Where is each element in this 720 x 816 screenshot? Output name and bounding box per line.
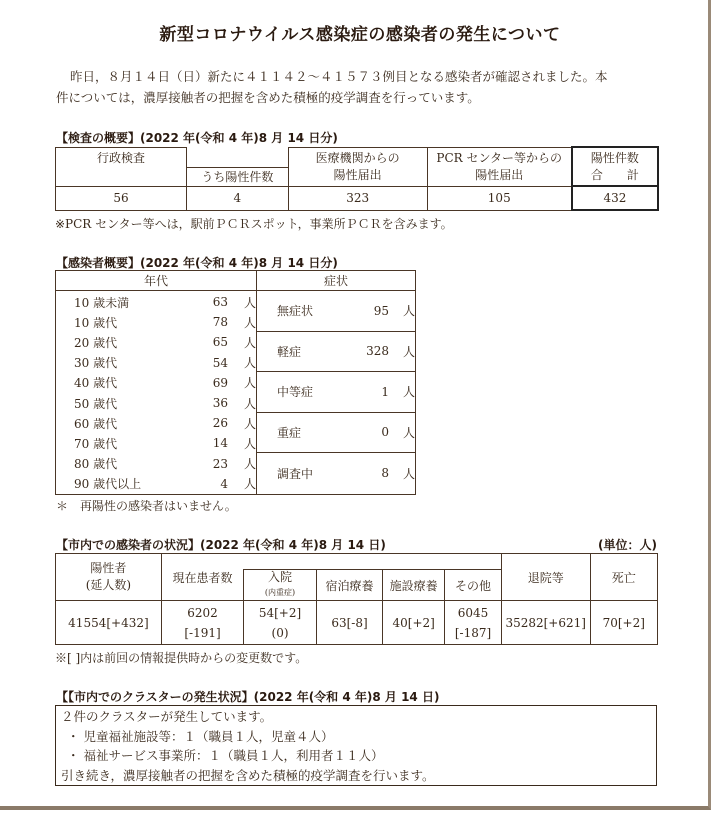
header-medical: 医療機関からの 陽性届出 <box>288 147 427 186</box>
value-admin-positive: 4 <box>187 186 289 210</box>
header-positive: 陽性者 (延人数) <box>56 554 162 601</box>
age-row <box>56 454 256 474</box>
header-discharged: 退院等 <box>501 554 590 601</box>
age-count: 26 <box>212 416 228 431</box>
age-label: 10 歳代 <box>74 315 118 330</box>
age-header: 年代 <box>56 271 257 291</box>
header-other: その他 <box>445 570 502 601</box>
symptom-unit: 人 <box>403 304 416 319</box>
symptom-unit: 人 <box>403 466 416 481</box>
symptom-row <box>257 413 415 454</box>
symptom-unit: 人 <box>403 344 416 359</box>
unit-label: (単位：人) <box>598 538 657 552</box>
page-title: 新型コロナウイルス感染症の感染者の発生について <box>159 25 561 45</box>
symptom-count: 0 <box>381 425 390 440</box>
value-other: 6045 [-187] <box>445 601 502 645</box>
symptom-count: 1 <box>381 384 390 399</box>
testing-note: ※PCR センター等へは，駅前ＰＣＲスポット，事業所ＰＣＲを含みます。 <box>55 217 453 231</box>
age-count: 63 <box>212 295 228 310</box>
symptom-header: 症状 <box>257 271 416 291</box>
age-count: 36 <box>212 396 228 411</box>
age-count: 65 <box>212 335 228 350</box>
age-unit: 人 <box>244 335 257 350</box>
age-unit: 人 <box>244 477 257 492</box>
symptom-row <box>257 453 415 494</box>
testing-table <box>55 146 659 211</box>
age-label: 30 歳代 <box>74 356 118 371</box>
age-count: 4 <box>220 476 228 491</box>
header-hotel: 宿泊療養 <box>316 570 382 601</box>
header-current: 現在患者数 <box>161 554 243 601</box>
age-count: 78 <box>212 315 228 330</box>
age-unit: 人 <box>244 436 257 451</box>
value-deaths: 70[+2] <box>590 601 657 645</box>
age-row <box>56 353 256 373</box>
overview-heading: 【感染者概要】(2022 年(令和 4 年)8 月 14 日分) <box>56 256 338 270</box>
symptom-label: 無症状 <box>277 304 314 319</box>
header-pcr: PCR センター等からの 陽性届出 <box>427 147 572 186</box>
header-admin-positive: うち陽性件数 <box>187 167 289 186</box>
value-pcr: 105 <box>427 186 572 210</box>
age-label: 90 歳代以上 <box>74 477 142 492</box>
age-row <box>56 312 256 332</box>
intro-line-2: 件については，濃厚接触者の把握を含めた積極的疫学調査を行っています。 <box>56 90 480 105</box>
header-deaths: 死亡 <box>590 554 657 601</box>
age-row <box>56 474 256 494</box>
status-note: ※[ ]内は前回の情報提供時からの変更数です。 <box>55 651 308 665</box>
age-count: 23 <box>212 456 228 471</box>
cluster-line: ２件のクラスターが発生しています。 <box>61 709 273 724</box>
age-row <box>56 332 256 352</box>
age-label: 20 歳代 <box>74 335 118 350</box>
age-row <box>56 292 256 312</box>
symptom-count: 8 <box>381 466 390 481</box>
age-unit: 人 <box>244 295 257 310</box>
symptom-row <box>257 372 415 413</box>
value-hotel: 63[-8] <box>316 601 382 645</box>
status-table <box>55 553 658 645</box>
age-label: 10 歳未満 <box>74 295 130 310</box>
age-unit: 人 <box>244 315 257 330</box>
age-row <box>56 413 256 433</box>
symptom-unit: 人 <box>403 385 416 400</box>
intro-line-1: 昨日，８月１４日（日）新たに４１１４２～４１５７３例目となる感染者が確認されました。本 <box>70 69 608 84</box>
cluster-heading: 【【市内でのクラスターの発生状況】(2022 年(令和 4 年)8 月 14 日) <box>56 690 440 704</box>
age-unit: 人 <box>244 356 257 371</box>
age-label: 80 歳代 <box>74 457 118 472</box>
age-unit: 人 <box>244 457 257 472</box>
age-row <box>56 393 256 413</box>
cluster-line: ・ 福祉サービス事業所：１（職員１人，利用者１１人） <box>67 748 384 763</box>
symptom-list <box>257 291 416 495</box>
header-hospital: 入院 (内重症) <box>244 570 317 601</box>
age-label: 40 歳代 <box>74 376 118 391</box>
value-admin: 56 <box>56 186 187 210</box>
age-row <box>56 373 256 393</box>
value-medical: 323 <box>288 186 427 210</box>
cluster-box <box>55 705 657 786</box>
cluster-line: 引き続き，濃厚接触者の把握を含めた積極的疫学調査を行います。 <box>61 767 435 783</box>
header-total: 陽性件数 合 計 <box>572 147 658 186</box>
symptom-label: 重症 <box>277 425 302 440</box>
value-current: 6202 [-191] <box>161 601 243 645</box>
cluster-line: ・ 児童福祉施設等：１（職員１人，児童４人） <box>67 728 334 744</box>
age-count: 69 <box>212 375 228 390</box>
age-list <box>56 291 257 495</box>
header-facility: 施設療養 <box>383 570 445 601</box>
age-unit: 人 <box>244 376 257 391</box>
age-row <box>56 433 256 453</box>
value-facility: 40[+2] <box>383 601 445 645</box>
age-count: 54 <box>212 355 228 370</box>
symptom-row <box>257 332 415 373</box>
age-unit: 人 <box>244 416 257 431</box>
status-heading: 【市内での感染者の状況】(2022 年(令和 4 年)8 月 14 日) <box>56 538 386 552</box>
symptom-count: 328 <box>366 344 390 359</box>
symptom-unit: 人 <box>403 425 416 440</box>
value-hospital: 54[+2] (0) <box>244 601 317 645</box>
symptom-label: 中等症 <box>277 385 314 400</box>
symptom-count: 95 <box>373 303 390 318</box>
symptom-row <box>257 291 415 332</box>
age-unit: 人 <box>244 396 257 411</box>
value-total: 432 <box>572 186 658 210</box>
symptom-label: 調査中 <box>277 466 314 481</box>
intro-paragraph <box>56 66 676 108</box>
age-label: 50 歳代 <box>74 396 118 411</box>
value-positive: 41554[+432] <box>56 601 162 645</box>
overview-table <box>55 270 416 495</box>
header-admin-test: 行政検査 <box>56 147 187 167</box>
value-discharged: 35282[+621] <box>501 601 590 645</box>
age-count: 14 <box>212 436 228 451</box>
age-label: 60 歳代 <box>74 416 118 431</box>
age-label: 70 歳代 <box>74 436 118 451</box>
testing-heading: 【検査の概要】(2022 年(令和 4 年)8 月 14 日分) <box>56 131 338 145</box>
overview-note: ＊ 再陽性の感染者はいません。 <box>56 499 237 513</box>
symptom-label: 軽症 <box>277 344 302 359</box>
